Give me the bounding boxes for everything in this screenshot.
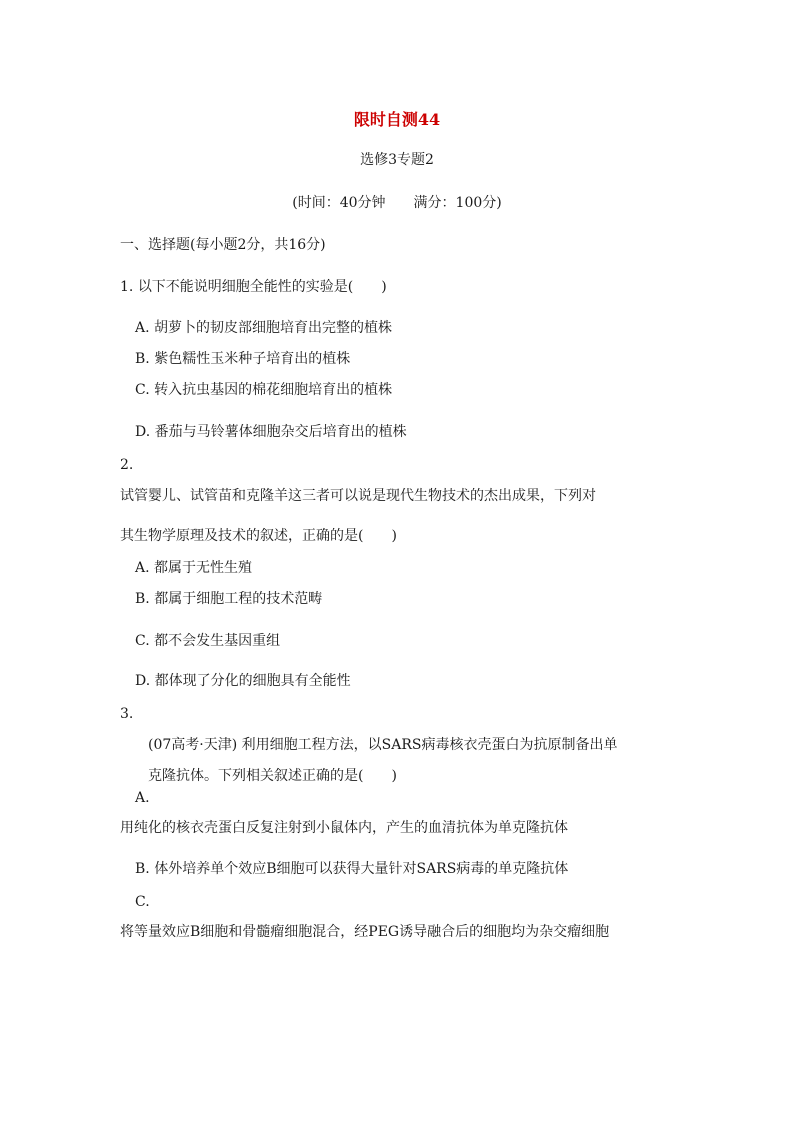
page-title: 限时自测44 <box>353 110 441 129</box>
question-3-number: 3. <box>120 706 134 722</box>
page-subtitle: 选修3专题2 <box>360 152 434 168</box>
question-2-number: 2. <box>120 457 134 473</box>
question-2-option-c: C. 都不会发生基因重组 <box>135 633 281 649</box>
question-3-stem-line-2: 克隆抗体。下列相关叙述正确的是( ) <box>148 768 397 784</box>
question-3-option-a-label: A. <box>135 790 150 806</box>
question-2-option-b: B. 都属于细胞工程的技术范畴 <box>135 591 323 607</box>
question-3-stem-line-1: (07高考·天津) 利用细胞工程方法，以SARS病毒核衣壳蛋白为抗原制备出单 <box>148 737 618 753</box>
exam-meta <box>0 193 794 213</box>
question-1-option-c: C. 转入抗虫基因的棉花细胞培育出的植株 <box>135 382 393 398</box>
question-1-stem <box>120 277 387 297</box>
question-3-option-a-text: 用纯化的核衣壳蛋白反复注射到小鼠体内，产生的血清抗体为单克隆抗体 <box>120 820 568 836</box>
question-2-stem-line-2: 其生物学原理及技术的叙述，正确的是( ) <box>120 528 397 544</box>
question-2-option-d: D. 都体现了分化的细胞具有全能性 <box>135 673 351 689</box>
question-1-option-d: D. 番茄与马铃薯体细胞杂交后培育出的植株 <box>135 424 407 440</box>
question-text: 以下不能说明细胞全能性的实验是( ) <box>137 279 387 295</box>
question-number: 1. <box>120 279 134 295</box>
question-1-option-a: A. 胡萝卜的韧皮部细胞培育出完整的植株 <box>135 320 393 336</box>
question-2-option-a: A. 都属于无性生殖 <box>135 560 253 576</box>
question-3-option-c-label: C. <box>135 894 150 910</box>
question-3-option-c-text: 将等量效应B细胞和骨髓瘤细胞混合，经PEG诱导融合后的细胞均为杂交瘤细胞 <box>120 924 610 940</box>
question-3-option-b: B. 体外培养单个效应B细胞可以获得大量针对SARS病毒的单克隆抗体 <box>135 861 569 877</box>
section-heading: 一、选择题(每小题2分，共16分) <box>120 237 326 253</box>
total-score: 满分：100分) <box>413 195 502 211</box>
question-1-option-b: B. 紫色糯性玉米种子培育出的植株 <box>135 351 351 367</box>
question-2-stem-line-1: 试管婴儿、试管苗和克隆羊这三者可以说是现代生物技术的杰出成果，下列对 <box>120 488 596 504</box>
time-limit: (时间：40分钟 <box>292 195 386 211</box>
